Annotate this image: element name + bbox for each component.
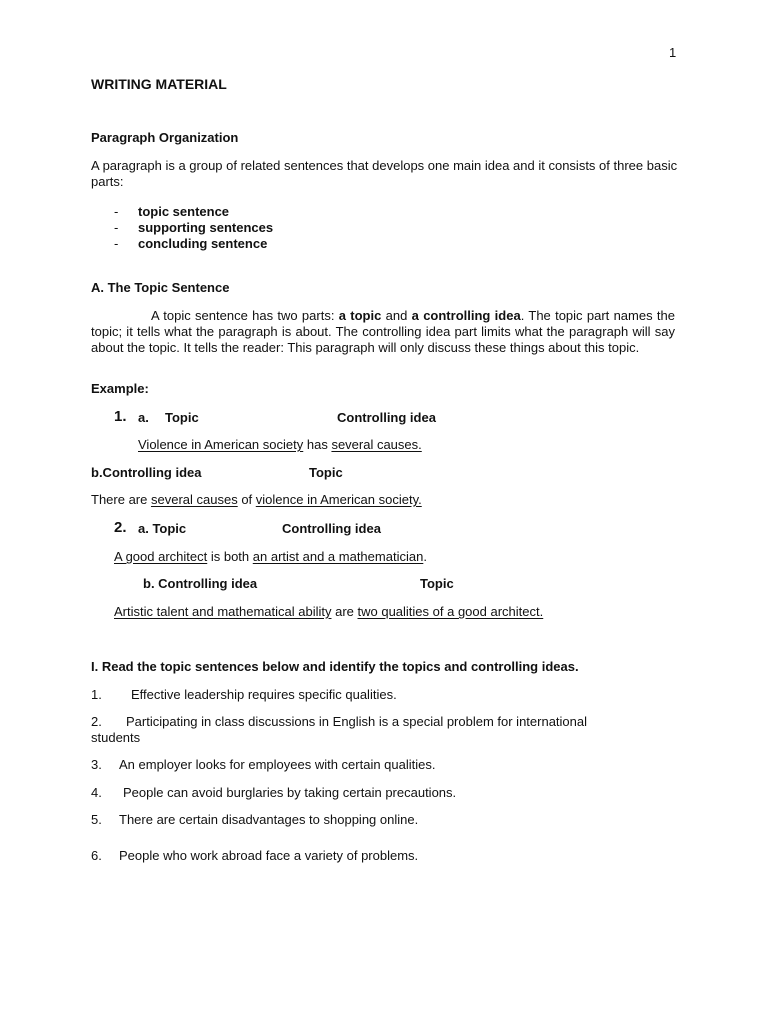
example-1a-sentence: Violence in American society has several causes.: [138, 437, 422, 452]
exercise-heading: I. Read the topic sentences below and identify the topics and controlling ideas.: [91, 659, 579, 674]
section-heading-topic-sentence: A. The Topic Sentence: [91, 280, 230, 295]
example-number-2: 2.: [114, 519, 127, 536]
list-item-topic-sentence: topic sentence: [138, 204, 230, 219]
exercise-item-3: An employer looks for employees with certain qualities.: [119, 757, 436, 772]
exercise-item-number: 3.: [91, 757, 102, 772]
example-2b-col2: Topic: [420, 576, 454, 591]
example-1a-letter: a.: [138, 410, 149, 425]
exercise-item-number: 6.: [91, 848, 102, 863]
example-2b-sentence: Artistic talent and mathematical ability are two qualities of a good architect.: [114, 604, 544, 619]
exercise-item-5: There are certain disadvantages to shopping online.: [119, 812, 419, 827]
exercise-item-number: 4.: [91, 785, 102, 800]
list-item-concluding-sentence: concluding sentence: [138, 236, 268, 251]
list-bullet: -: [114, 204, 119, 219]
bold-term-controlling-idea: a controlling idea: [411, 308, 521, 323]
example-1b-col2: Topic: [309, 465, 343, 480]
bold-term-topic: a topic: [338, 308, 382, 323]
list-bullet: -: [114, 220, 119, 235]
page-number: 1: [669, 45, 677, 60]
section-heading-paragraph-organization: Paragraph Organization: [91, 130, 239, 145]
exercise-item-2-continued: students: [91, 730, 141, 745]
example-1b-col1: b.Controlling idea: [91, 465, 202, 480]
example-1a-col2: Controlling idea: [337, 410, 436, 425]
list-item-supporting-sentences: supporting sentences: [138, 220, 274, 235]
example-1b-sentence: There are several causes of violence in American society.: [91, 492, 422, 507]
list-bullet: -: [114, 236, 119, 251]
example-2a-sentence: A good architect is both an artist and a mathematician.: [114, 549, 427, 564]
exercise-item-4: People can avoid burglaries by taking certain precautions.: [123, 785, 457, 800]
exercise-item-number: 1.: [91, 687, 102, 702]
exercise-item-6: People who work abroad face a variety of problems.: [119, 848, 419, 863]
example-1a-col1: Topic: [165, 410, 199, 425]
exercise-item-2: Participating in class discussions in English is a special problem for international: [126, 714, 588, 729]
example-number-1: 1.: [114, 408, 127, 425]
document-title: WRITING MATERIAL: [91, 76, 227, 92]
exercise-item-number: 2.: [91, 714, 102, 729]
exercise-item-1: Effective leadership requires specific qualities.: [131, 687, 397, 702]
exercise-item-number: 5.: [91, 812, 102, 827]
example-2a-col2: Controlling idea: [282, 521, 381, 536]
topic-sentence-paragraph: A topic sentence has two parts: a topic and a controlling idea. The topic part names the topic; it tells what the paragraph is about. The controlling idea part limits what the paragraph will say about the topic. It tells the reader: This paragraph will only discuss these things about this topic.: [91, 308, 675, 355]
intro-paragraph: A paragraph is a group of related sentences that develops one main idea and it consists of three basic parts:: [91, 158, 678, 189]
example-2b-col1: b. Controlling idea: [143, 576, 258, 591]
example-2a-col1: a. Topic: [138, 521, 187, 536]
example-label: Example:: [91, 381, 149, 396]
